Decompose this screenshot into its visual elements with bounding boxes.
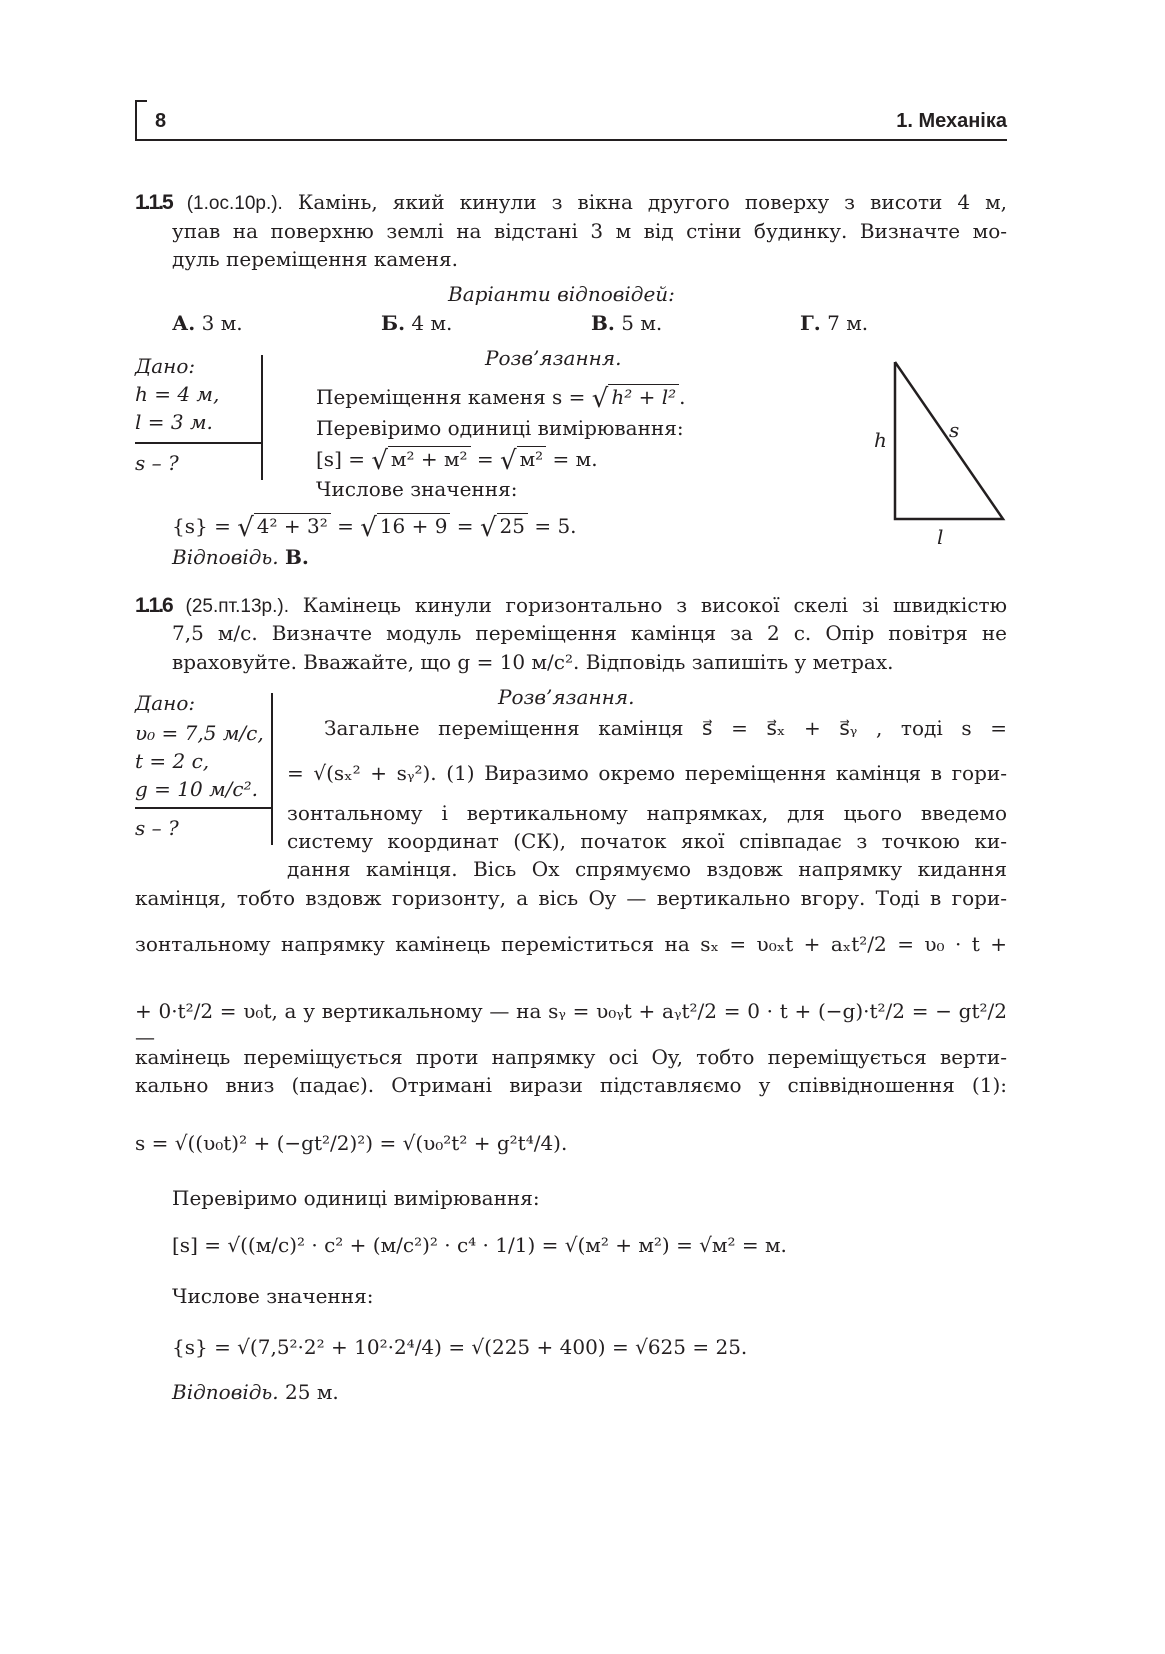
- given-title: Дано:: [135, 354, 196, 378]
- solution-line: зонтальному і вертикальному напрямках, для цього введемо: [287, 801, 1007, 825]
- option-c: В. 5 м.: [591, 311, 663, 335]
- given-divider: [271, 693, 273, 845]
- given-v0: υ₀ = 7,5 м/с,: [135, 721, 264, 745]
- numeric-formula: {s} = √ 4² + 3² = √ 16 + 9 = √ 25 = 5.: [172, 513, 577, 543]
- solution-line: = √(sₓ² + sᵧ²). (1) Виразимо окремо переміщення камінця в гори-: [287, 761, 1007, 785]
- numeric-formula: {s} = √(7,5²·2² + 10²·2⁴/4) = √(225 + 400) = √625 = 25.: [172, 1335, 748, 1359]
- displacement-formula: s = √((υ₀t)² + (−gt²/2)²) = √(υ₀²t² + g²t⁴/4).: [135, 1131, 568, 1155]
- find: s – ?: [135, 816, 179, 840]
- figure-label-h: h: [874, 428, 887, 452]
- problem-number: 1.1.5: [135, 191, 172, 214]
- solution-title: Розв’язання.: [498, 685, 635, 709]
- solution-line: Переміщення каменя s = √ h² + l² .: [316, 384, 686, 414]
- problem-text: дуль переміщення каменя.: [172, 247, 458, 271]
- given-rule: [135, 807, 273, 809]
- given-rule: [135, 442, 263, 444]
- answer: Відповідь. В.: [172, 545, 309, 569]
- solution-line: Загальне переміщення камінця s⃗ = s⃗ₓ + s⃗ᵧ , тоді s =: [324, 716, 1007, 740]
- problem-text: упав на поверхню землі на відстані 3 м від стіни будинку. Визначте мо-: [172, 219, 1007, 243]
- units-title: Перевіримо одиниці вимірювання:: [316, 416, 684, 440]
- solution-line: + 0·t²/2 = υ₀t, а у вертикальному — на sᵧ = υ₀ᵧt + aᵧt²/2 = 0 · t + (−g)·t²/2 = − gt²/2 —: [135, 999, 1007, 1049]
- units-formula: [s] = √ м² + м² = √ м² = м.: [316, 446, 598, 476]
- header-rule: [135, 139, 1007, 141]
- solution-line: зонтальному напрямку камінець переміститься на sₓ = υ₀ₓt + aₓt²/2 = υ₀ · t +: [135, 932, 1007, 956]
- corner-bracket-top: [135, 100, 147, 102]
- solution-line: кально вниз (падає). Отримані вирази підставляємо у співвідношення (1):: [135, 1073, 1007, 1097]
- given-h: h = 4 м,: [135, 382, 220, 406]
- chapter-title: 1. Механіка: [896, 110, 1007, 132]
- units-title: Перевіримо одиниці вимірювання:: [172, 1186, 540, 1210]
- solution-title: Розв’язання.: [485, 346, 622, 370]
- numeric-title: Числове значення:: [172, 1284, 374, 1308]
- solution-line: камінця, тобто вздовж горизонту, а вісь Oy — вертикально вгору. Тоді в гори-: [135, 886, 1007, 910]
- numeric-title: Числове значення:: [316, 477, 518, 501]
- solution-line: дання камінця. Вісь Ox спрямуємо вздовж напрямку кидання: [287, 857, 1007, 881]
- problem-number: 1.1.6: [135, 594, 172, 617]
- page-number: 8: [155, 110, 167, 132]
- option-a: А. 3 м.: [172, 311, 243, 335]
- figure-label-s: s: [949, 418, 960, 442]
- option-d: Г. 7 м.: [800, 311, 869, 335]
- problem-source: (25.пт.13р.).: [185, 596, 289, 617]
- figure-label-l: l: [937, 525, 944, 549]
- given-l: l = 3 м.: [135, 410, 213, 434]
- find: s – ?: [135, 451, 179, 475]
- variants-title: Варіанти відповідей:: [448, 282, 675, 306]
- solution-line: систему координат (СК), початок якої співпадає з точкою ки-: [287, 829, 1007, 853]
- problem-source: (1.ос.10р.).: [186, 193, 283, 214]
- given-divider: [261, 355, 263, 480]
- solution-line: камінець переміщується проти напрямку осі Oy, тобто переміщується верти-: [135, 1045, 1007, 1069]
- problem-text: Камінець кинули горизонтально з високої скелі зі швидкістю: [302, 593, 1008, 617]
- corner-bracket: [135, 100, 137, 141]
- given-g: g = 10 м/с².: [135, 777, 258, 801]
- given-title: Дано:: [135, 691, 196, 715]
- units-formula: [s] = √((м/с)² · с² + (м/с²)² · с⁴ · 1/1) = √(м² + м²) = √м² = м.: [172, 1233, 787, 1257]
- given-t: t = 2 с,: [135, 749, 210, 773]
- option-b: Б. 4 м.: [381, 311, 453, 335]
- problem-text: враховуйте. Вважайте, що g = 10 м/с². Відповідь запишіть у метрах.: [172, 650, 894, 674]
- problem-text: Камінь, який кинули з вікна другого поверху з висоти 4 м,: [297, 190, 1007, 214]
- problem-text: 7,5 м/с. Визначте модуль переміщення камінця за 2 с. Опір повітря не: [172, 621, 1007, 645]
- answer: Відповідь. 25 м.: [172, 1380, 339, 1404]
